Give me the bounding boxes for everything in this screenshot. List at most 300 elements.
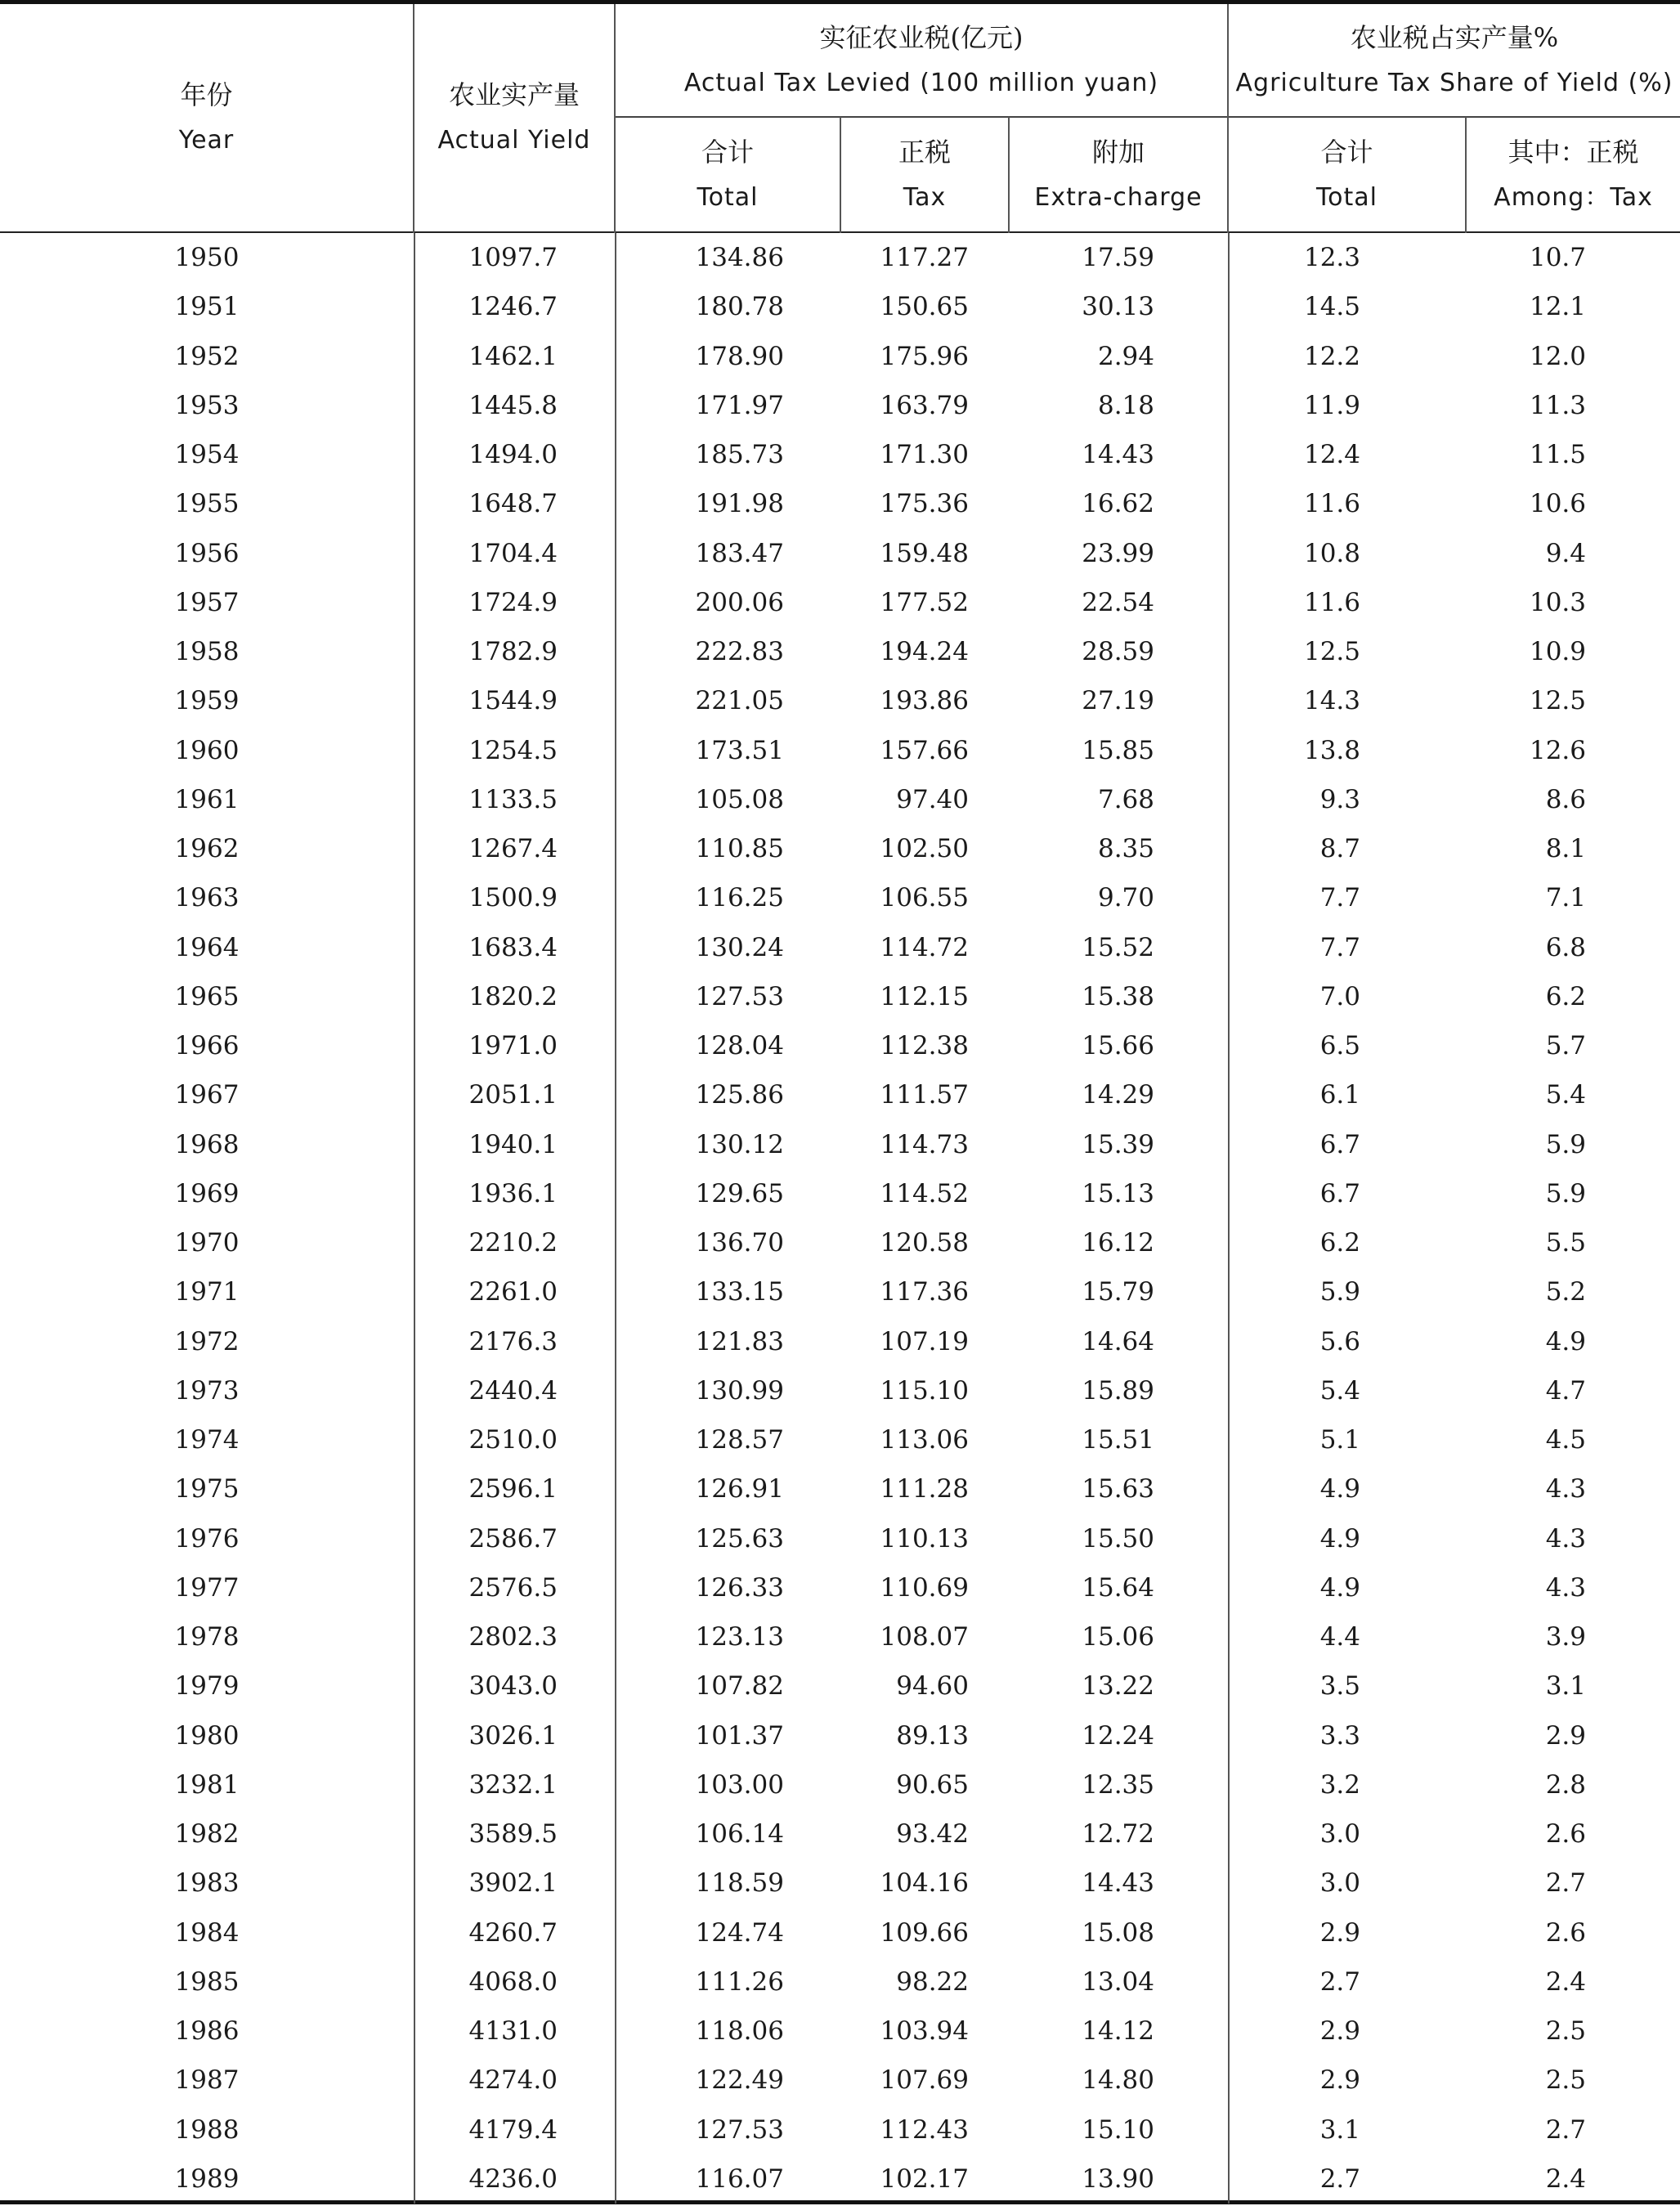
table-row — [0, 2056, 1680, 2105]
cell-tax-main: 110.69 — [880, 1572, 969, 1603]
cell-year: 1972 — [0, 1317, 414, 1366]
cell-tax-main: 171.30 — [880, 440, 969, 470]
cell-yield: 1936.1 — [414, 1169, 616, 1218]
cell-year: 1985 — [0, 1957, 414, 2006]
header-year: 年份 Year — [178, 79, 235, 155]
cell-tax-total: 134.86 — [695, 243, 784, 273]
cell-tax-extra: 14.64 — [1010, 1317, 1229, 1366]
table-row — [0, 1908, 1680, 1957]
table-row — [0, 1809, 1680, 1859]
table-row — [0, 1169, 1680, 1218]
cell-tax-total: 126.91 — [695, 1474, 784, 1504]
cell-yield: 2596.1 — [414, 1464, 616, 1513]
cell-share-total: 14.3 — [1303, 686, 1360, 716]
table-row — [0, 282, 1680, 331]
cell-yield: 2051.1 — [414, 1070, 616, 1119]
cell-yield: 2802.3 — [414, 1612, 616, 1661]
table-row — [0, 923, 1680, 972]
cell-share-total: 3.5 — [1319, 1671, 1360, 1702]
table-row — [0, 726, 1680, 775]
cell-tax-extra: 17.59 — [1010, 233, 1229, 282]
cell-tax-extra: 28.59 — [1010, 627, 1229, 676]
cell-year: 1984 — [0, 1908, 414, 1957]
cell-tax-main: 102.17 — [880, 2163, 969, 2194]
cell-tax-total: 173.51 — [695, 735, 784, 765]
table-row — [0, 1563, 1680, 1612]
cell-share-total: 2.7 — [1319, 1966, 1360, 1997]
cell-tax-extra: 9.70 — [1010, 873, 1229, 922]
header-share-total: 合计 Total — [1315, 137, 1378, 212]
cell-yield: 1097.7 — [414, 233, 616, 282]
cell-tax-extra: 12.24 — [1010, 1711, 1229, 1760]
cell-yield: 1940.1 — [414, 1120, 616, 1169]
cell-year: 1983 — [0, 1859, 414, 1908]
cell-year: 1970 — [0, 1218, 414, 1267]
cell-share-total: 4.9 — [1319, 1572, 1360, 1603]
table-row — [0, 1661, 1680, 1711]
cell-share-total: 6.7 — [1319, 1178, 1360, 1208]
cell-tax-total: 111.26 — [695, 1966, 784, 1997]
cell-tax-extra: 14.43 — [1010, 430, 1229, 479]
cell-share-total: 4.9 — [1319, 1523, 1360, 1554]
cell-tax-total: 118.59 — [695, 1868, 784, 1899]
table-row — [0, 1120, 1680, 1169]
cell-tax-total: 133.15 — [695, 1277, 784, 1307]
cell-tax-extra: 15.66 — [1010, 1021, 1229, 1070]
cell-yield: 4236.0 — [414, 2154, 616, 2204]
cell-tax-main: 113.06 — [880, 1425, 969, 1455]
cell-share-main: 4.3 — [1545, 1474, 1586, 1504]
cell-yield: 1820.2 — [414, 972, 616, 1021]
cell-year: 1964 — [0, 923, 414, 972]
cell-share-main: 2.7 — [1545, 2114, 1586, 2145]
table-row — [0, 1859, 1680, 1908]
cell-tax-main: 157.66 — [880, 735, 969, 765]
cell-share-total: 7.7 — [1319, 932, 1360, 962]
cell-tax-main: 90.65 — [896, 1769, 969, 1800]
cell-year: 1951 — [0, 282, 414, 331]
cell-year: 1980 — [0, 1711, 414, 1760]
cell-yield: 1971.0 — [414, 1021, 616, 1070]
header-share-group: 农业税占实产量% Agriculture Tax Share of Yield (%) — [1235, 22, 1673, 97]
cell-tax-extra: 23.99 — [1010, 529, 1229, 578]
table-row — [0, 529, 1680, 578]
cell-tax-extra: 14.12 — [1010, 2006, 1229, 2056]
cell-tax-total: 116.07 — [695, 2163, 784, 2194]
cell-tax-main: 193.86 — [880, 686, 969, 716]
cell-year: 1978 — [0, 1612, 414, 1661]
cell-share-main: 2.4 — [1545, 1966, 1586, 1997]
cell-tax-main: 109.66 — [880, 1917, 969, 1948]
cell-tax-extra: 15.13 — [1010, 1169, 1229, 1218]
cell-tax-total: 103.00 — [695, 1769, 784, 1800]
cell-share-main: 5.5 — [1545, 1228, 1586, 1258]
cell-share-total: 12.4 — [1303, 440, 1360, 470]
table-row — [0, 2006, 1680, 2056]
top-rule — [0, 0, 1680, 4]
cell-yield: 4131.0 — [414, 2006, 616, 2056]
cell-share-main: 8.6 — [1545, 784, 1586, 814]
cell-tax-extra: 12.72 — [1010, 1809, 1229, 1859]
cell-tax-extra: 16.62 — [1010, 479, 1229, 528]
cell-tax-main: 177.52 — [880, 587, 969, 617]
cell-tax-extra: 22.54 — [1010, 578, 1229, 627]
cell-tax-main: 112.43 — [880, 2114, 969, 2145]
cell-year: 1950 — [0, 233, 414, 282]
cell-share-main: 10.7 — [1529, 243, 1586, 273]
cell-share-total: 6.7 — [1319, 1129, 1360, 1159]
cell-year: 1957 — [0, 578, 414, 627]
table-row — [0, 2154, 1680, 2204]
cell-tax-extra: 27.19 — [1010, 676, 1229, 725]
cell-tax-main: 112.15 — [880, 981, 969, 1011]
table-row — [0, 1070, 1680, 1119]
cell-tax-extra: 15.10 — [1010, 2105, 1229, 2154]
cell-yield: 1494.0 — [414, 430, 616, 479]
table-row — [0, 1464, 1680, 1513]
cell-share-main: 4.7 — [1545, 1375, 1586, 1406]
cell-share-main: 3.1 — [1545, 1671, 1586, 1702]
cell-yield: 1704.4 — [414, 529, 616, 578]
cell-tax-total: 191.98 — [695, 489, 784, 519]
cell-share-main: 5.7 — [1545, 1031, 1586, 1061]
table-row — [0, 627, 1680, 676]
cell-tax-extra: 15.06 — [1010, 1612, 1229, 1661]
cell-tax-extra: 13.22 — [1010, 1661, 1229, 1711]
cell-tax-extra: 16.12 — [1010, 1218, 1229, 1267]
cell-tax-main: 104.16 — [880, 1868, 969, 1899]
table-row — [0, 1317, 1680, 1366]
cell-yield: 2176.3 — [414, 1317, 616, 1366]
cell-yield: 3232.1 — [414, 1760, 616, 1809]
cell-year: 1965 — [0, 972, 414, 1021]
table-row — [0, 1415, 1680, 1464]
cell-share-main: 2.6 — [1545, 1917, 1586, 1948]
cell-tax-main: 114.52 — [880, 1178, 969, 1208]
cell-tax-main: 110.13 — [880, 1523, 969, 1554]
cell-tax-extra: 8.18 — [1010, 381, 1229, 430]
cell-tax-main: 107.19 — [880, 1326, 969, 1356]
cell-tax-extra: 15.38 — [1010, 972, 1229, 1021]
cell-share-main: 12.6 — [1529, 735, 1586, 765]
cell-year: 1988 — [0, 2105, 414, 2154]
table-row — [0, 873, 1680, 922]
cell-year: 1959 — [0, 676, 414, 725]
cell-tax-main: 117.36 — [880, 1277, 969, 1307]
cell-year: 1961 — [0, 775, 414, 824]
cell-tax-total: 171.97 — [695, 390, 784, 420]
cell-tax-extra: 2.94 — [1010, 332, 1229, 381]
cell-share-main: 2.4 — [1545, 2163, 1586, 2194]
cell-tax-extra: 15.51 — [1010, 1415, 1229, 1464]
cell-year: 1963 — [0, 873, 414, 922]
cell-tax-main: 102.50 — [880, 834, 969, 864]
cell-share-total: 11.6 — [1303, 587, 1360, 617]
cell-share-total: 2.9 — [1319, 2016, 1360, 2047]
cell-yield: 1683.4 — [414, 923, 616, 972]
cell-year: 1976 — [0, 1514, 414, 1563]
cell-year: 1979 — [0, 1661, 414, 1711]
cell-tax-total: 121.83 — [695, 1326, 784, 1356]
cell-yield: 3902.1 — [414, 1859, 616, 1908]
cell-year: 1954 — [0, 430, 414, 479]
table-row — [0, 824, 1680, 873]
table-row — [0, 1267, 1680, 1316]
cell-tax-extra: 14.29 — [1010, 1070, 1229, 1119]
table-row — [0, 233, 1680, 282]
cell-yield: 3043.0 — [414, 1661, 616, 1711]
cell-year: 1971 — [0, 1267, 414, 1316]
table-row — [0, 2105, 1680, 2154]
cell-tax-main: 103.94 — [880, 2016, 969, 2047]
cell-year: 1975 — [0, 1464, 414, 1513]
cell-share-main: 6.2 — [1545, 981, 1586, 1011]
cell-tax-total: 222.83 — [695, 637, 784, 667]
cell-share-total: 2.9 — [1319, 1917, 1360, 1948]
cell-share-main: 5.9 — [1545, 1178, 1586, 1208]
table-row — [0, 1612, 1680, 1661]
cell-year: 1956 — [0, 529, 414, 578]
cell-tax-total: 183.47 — [695, 538, 784, 568]
table-row — [0, 676, 1680, 725]
cell-tax-total: 125.63 — [695, 1523, 784, 1554]
cell-yield: 2576.5 — [414, 1563, 616, 1612]
cell-share-main: 9.4 — [1545, 538, 1586, 568]
cell-tax-extra: 13.04 — [1010, 1957, 1229, 2006]
cell-share-main: 11.5 — [1529, 440, 1586, 470]
table-row — [0, 1021, 1680, 1070]
cell-tax-main: 89.13 — [896, 1720, 969, 1751]
cell-share-main: 12.1 — [1529, 292, 1586, 322]
cell-tax-total: 126.33 — [695, 1572, 784, 1603]
cell-share-main: 5.2 — [1545, 1277, 1586, 1307]
cell-tax-main: 107.69 — [880, 2065, 969, 2096]
cell-share-main: 10.3 — [1529, 587, 1586, 617]
cell-share-total: 5.6 — [1319, 1326, 1360, 1356]
cell-tax-main: 108.07 — [880, 1622, 969, 1652]
cell-tax-extra: 30.13 — [1010, 282, 1229, 331]
cell-tax-extra: 8.35 — [1010, 824, 1229, 873]
cell-share-main: 7.1 — [1545, 883, 1586, 913]
cell-share-main: 5.9 — [1545, 1129, 1586, 1159]
cell-tax-extra: 13.90 — [1010, 2154, 1229, 2204]
cell-yield: 4274.0 — [414, 2056, 616, 2105]
cell-share-total: 3.0 — [1319, 1819, 1360, 1850]
cell-share-total: 3.3 — [1319, 1720, 1360, 1751]
cell-share-total: 12.5 — [1303, 637, 1360, 667]
cell-year: 1953 — [0, 381, 414, 430]
cell-share-total: 2.9 — [1319, 2065, 1360, 2096]
cell-tax-main: 98.22 — [896, 1966, 969, 1997]
cell-share-total: 5.1 — [1319, 1425, 1360, 1455]
cell-yield: 2440.4 — [414, 1366, 616, 1415]
cell-tax-total: 116.25 — [695, 883, 784, 913]
cell-tax-main: 112.38 — [880, 1031, 969, 1061]
cell-yield: 1724.9 — [414, 578, 616, 627]
cell-year: 1968 — [0, 1120, 414, 1169]
cell-year: 1977 — [0, 1563, 414, 1612]
cell-share-main: 12.0 — [1529, 341, 1586, 371]
cell-share-main: 12.5 — [1529, 686, 1586, 716]
cell-yield: 1462.1 — [414, 332, 616, 381]
cell-year: 1967 — [0, 1070, 414, 1119]
cell-share-total: 6.2 — [1319, 1228, 1360, 1258]
cell-year: 1982 — [0, 1809, 414, 1859]
table-row — [0, 332, 1680, 381]
cell-tax-extra: 15.63 — [1010, 1464, 1229, 1513]
cell-share-main: 4.3 — [1545, 1523, 1586, 1554]
cell-tax-total: 128.04 — [695, 1031, 784, 1061]
cell-year: 1958 — [0, 627, 414, 676]
cell-yield: 2510.0 — [414, 1415, 616, 1464]
cell-yield: 2261.0 — [414, 1267, 616, 1316]
header-tax-extra: 附加 Extra-charge — [1034, 137, 1203, 212]
cell-share-total: 3.0 — [1319, 1868, 1360, 1899]
cell-tax-total: 130.12 — [695, 1129, 784, 1159]
cell-tax-main: 97.40 — [896, 784, 969, 814]
cell-share-main: 5.4 — [1545, 1080, 1586, 1110]
header-yield: 农业实产量 Actual Yield — [437, 79, 591, 155]
cell-share-total: 3.1 — [1319, 2114, 1360, 2145]
cell-tax-total: 180.78 — [695, 292, 784, 322]
cell-share-total: 4.4 — [1319, 1622, 1360, 1652]
cell-tax-total: 105.08 — [695, 784, 784, 814]
cell-share-total: 11.6 — [1303, 489, 1360, 519]
cell-tax-main: 120.58 — [880, 1228, 969, 1258]
cell-yield: 1254.5 — [414, 726, 616, 775]
cell-tax-total: 125.86 — [695, 1080, 784, 1110]
cell-share-main: 2.8 — [1545, 1769, 1586, 1800]
cell-share-main: 2.5 — [1545, 2065, 1586, 2096]
cell-share-main: 10.9 — [1529, 637, 1586, 667]
header-tax-total: 合计 Total — [697, 137, 759, 212]
cell-tax-main: 150.65 — [880, 292, 969, 322]
cell-tax-main: 114.72 — [880, 932, 969, 962]
cell-tax-total: 124.74 — [695, 1917, 784, 1948]
cell-tax-total: 129.65 — [695, 1178, 784, 1208]
cell-yield: 4068.0 — [414, 1957, 616, 2006]
cell-share-total: 6.1 — [1319, 1080, 1360, 1110]
cell-tax-extra: 15.85 — [1010, 726, 1229, 775]
cell-share-total: 2.7 — [1319, 2163, 1360, 2194]
table-row — [0, 479, 1680, 528]
cell-yield: 4179.4 — [414, 2105, 616, 2154]
cell-share-main: 3.9 — [1545, 1622, 1586, 1652]
cell-tax-total: 107.82 — [695, 1671, 784, 1702]
cell-share-total: 6.5 — [1319, 1031, 1360, 1061]
header-share-main: 其中：正税 Among：Tax — [1494, 137, 1653, 212]
cell-year: 1986 — [0, 2006, 414, 2056]
cell-tax-main: 115.10 — [880, 1375, 969, 1406]
cell-yield: 1648.7 — [414, 479, 616, 528]
cell-share-total: 7.7 — [1319, 883, 1360, 913]
cell-yield: 2210.2 — [414, 1218, 616, 1267]
cell-yield: 1544.9 — [414, 676, 616, 725]
cell-share-main: 11.3 — [1529, 390, 1586, 420]
cell-tax-main: 163.79 — [880, 390, 969, 420]
cell-tax-total: 118.06 — [695, 2016, 784, 2047]
cell-tax-total: 123.13 — [695, 1622, 784, 1652]
cell-share-main: 2.9 — [1545, 1720, 1586, 1751]
cell-share-total: 5.9 — [1319, 1277, 1360, 1307]
cell-yield: 1246.7 — [414, 282, 616, 331]
cell-share-main: 8.1 — [1545, 834, 1586, 864]
cell-yield: 1782.9 — [414, 627, 616, 676]
cell-yield: 3589.5 — [414, 1809, 616, 1859]
cell-tax-total: 110.85 — [695, 834, 784, 864]
cell-tax-extra: 15.89 — [1010, 1366, 1229, 1415]
cell-share-main: 10.6 — [1529, 489, 1586, 519]
cell-share-main: 2.7 — [1545, 1868, 1586, 1899]
cell-tax-total: 130.99 — [695, 1375, 784, 1406]
cell-share-total: 11.9 — [1303, 390, 1360, 420]
cell-yield: 1133.5 — [414, 775, 616, 824]
cell-share-main: 4.9 — [1545, 1326, 1586, 1356]
table-row — [0, 1957, 1680, 2006]
cell-year: 1973 — [0, 1366, 414, 1415]
cell-year: 1952 — [0, 332, 414, 381]
header-tax-group: 实征农业税(亿元) Actual Tax Levied (100 million yuan) — [683, 22, 1159, 97]
table-row — [0, 1514, 1680, 1563]
cell-share-total: 10.8 — [1303, 538, 1360, 568]
table-row — [0, 1711, 1680, 1760]
cell-year: 1989 — [0, 2154, 414, 2204]
cell-tax-extra: 15.52 — [1010, 923, 1229, 972]
table-row — [0, 1218, 1680, 1267]
cell-tax-main: 159.48 — [880, 538, 969, 568]
cell-tax-extra: 14.43 — [1010, 1859, 1229, 1908]
table-row — [0, 578, 1680, 627]
cell-share-total: 5.4 — [1319, 1375, 1360, 1406]
cell-tax-main: 111.28 — [880, 1474, 969, 1504]
cell-tax-extra: 15.64 — [1010, 1563, 1229, 1612]
cell-share-main: 2.6 — [1545, 1819, 1586, 1850]
cell-share-total: 12.2 — [1303, 341, 1360, 371]
table-row — [0, 381, 1680, 430]
cell-tax-extra: 15.08 — [1010, 1908, 1229, 1957]
cell-tax-total: 130.24 — [695, 932, 784, 962]
cell-tax-total: 128.57 — [695, 1425, 784, 1455]
cell-tax-total: 178.90 — [695, 341, 784, 371]
subheader-rule-share — [1228, 116, 1680, 118]
cell-year: 1960 — [0, 726, 414, 775]
cell-tax-total: 106.14 — [695, 1819, 784, 1850]
cell-tax-main: 94.60 — [896, 1671, 969, 1702]
cell-tax-main: 194.24 — [880, 637, 969, 667]
cell-share-total: 9.3 — [1319, 784, 1360, 814]
cell-tax-main: 106.55 — [880, 883, 969, 913]
table-row — [0, 430, 1680, 479]
cell-tax-total: 136.70 — [695, 1228, 784, 1258]
cell-tax-total: 185.73 — [695, 440, 784, 470]
cell-share-total: 8.7 — [1319, 834, 1360, 864]
cell-tax-total: 101.37 — [695, 1720, 784, 1751]
cell-year: 1966 — [0, 1021, 414, 1070]
cell-share-total: 4.9 — [1319, 1474, 1360, 1504]
cell-share-main: 4.5 — [1545, 1425, 1586, 1455]
table-row — [0, 1760, 1680, 1809]
cell-share-main: 6.8 — [1545, 932, 1586, 962]
cell-share-total: 7.0 — [1319, 981, 1360, 1011]
cell-tax-extra: 14.80 — [1010, 2056, 1229, 2105]
header-tax-main: 正税 Tax — [898, 137, 951, 212]
cell-tax-main: 114.73 — [880, 1129, 969, 1159]
cell-tax-extra: 12.35 — [1010, 1760, 1229, 1809]
cell-yield: 1500.9 — [414, 873, 616, 922]
cell-year: 1981 — [0, 1760, 414, 1809]
table-row — [0, 1366, 1680, 1415]
cell-tax-total: 200.06 — [695, 587, 784, 617]
